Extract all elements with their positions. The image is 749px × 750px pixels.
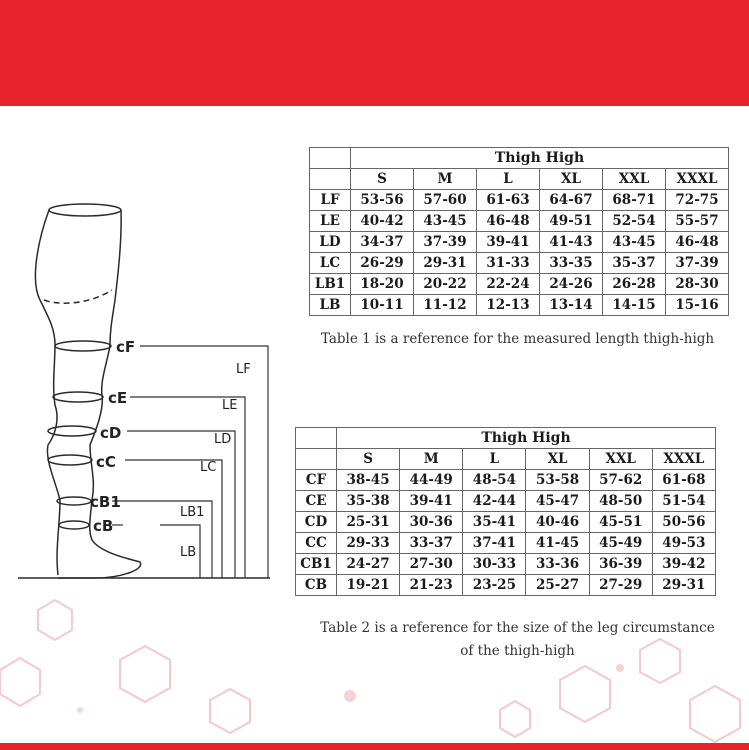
label-cB: cB: [93, 517, 114, 535]
table-cell: 29-31: [652, 575, 715, 596]
table-cell: 37-39: [666, 253, 729, 274]
table2-caption-line2: of the thigh-high: [460, 643, 575, 659]
table-cell: 49-51: [540, 211, 603, 232]
table-cell: 61-68: [652, 470, 715, 491]
table-title: Thigh High: [351, 148, 729, 169]
table-cell: 39-42: [652, 554, 715, 575]
label-cF: cF: [116, 338, 136, 356]
table-cell: 48-54: [463, 470, 526, 491]
table-cell: 27-30: [400, 554, 463, 575]
header-cell: XXL: [589, 449, 652, 470]
row-label: LB1: [310, 274, 351, 295]
row-label: LB: [310, 295, 351, 316]
table-cell: 57-62: [589, 470, 652, 491]
table2-caption-line1: Table 2 is a reference for the size of the leg circumstance: [320, 620, 715, 636]
table-cell: 51-54: [652, 491, 715, 512]
header-cell: XXXL: [666, 169, 729, 190]
table-cell: 36-39: [589, 554, 652, 575]
table-cell: 29-33: [337, 533, 400, 554]
label-cC: cC: [96, 453, 116, 471]
table-cell: 42-44: [463, 491, 526, 512]
table-cell: 45-51: [589, 512, 652, 533]
table-cell: 20-22: [414, 274, 477, 295]
table-row: [310, 253, 729, 274]
table-cell: 23-25: [463, 575, 526, 596]
table-row: [296, 491, 716, 512]
table-cell: 45-49: [589, 533, 652, 554]
row-label: LD: [310, 232, 351, 253]
header-cell: [310, 169, 351, 190]
label-LD: LD: [214, 432, 232, 447]
label-cD: cD: [100, 424, 122, 442]
header-cell: [296, 449, 337, 470]
table-cell: 31-33: [477, 253, 540, 274]
label-cE: cE: [108, 389, 128, 407]
table-header-row: [296, 449, 716, 470]
table-cell: 68-71: [603, 190, 666, 211]
table-cell: 28-30: [666, 274, 729, 295]
table-row: [296, 470, 716, 491]
table-row: [296, 533, 716, 554]
table-cell: 41-43: [540, 232, 603, 253]
bottom-band: [0, 743, 749, 750]
table-cell: 40-46: [526, 512, 589, 533]
table-row: [296, 575, 716, 596]
table-cell: 37-41: [463, 533, 526, 554]
table-cell: 13-14: [540, 295, 603, 316]
table-cell: 25-31: [337, 512, 400, 533]
header-cell: S: [351, 169, 414, 190]
table-cell: 33-35: [540, 253, 603, 274]
circumference-size-table: [295, 427, 716, 596]
table-cell: 18-20: [351, 274, 414, 295]
row-label: CF: [296, 470, 337, 491]
table-corner: [296, 428, 337, 449]
table-cell: 30-36: [400, 512, 463, 533]
table-cell: 48-50: [589, 491, 652, 512]
table-cell: 33-37: [400, 533, 463, 554]
table-cell: 55-57: [666, 211, 729, 232]
table-header-row: [310, 169, 729, 190]
table-cell: 39-41: [477, 232, 540, 253]
table-cell: 53-58: [526, 470, 589, 491]
label-LB: LB: [180, 545, 197, 560]
table-cell: 43-45: [603, 232, 666, 253]
label-LC: LC: [200, 460, 217, 475]
table-cell: 26-29: [351, 253, 414, 274]
header-cell: M: [400, 449, 463, 470]
table-cell: 24-26: [540, 274, 603, 295]
row-label: CB: [296, 575, 337, 596]
header-cell: XXL: [603, 169, 666, 190]
header-cell: S: [337, 449, 400, 470]
table-cell: 25-27: [526, 575, 589, 596]
table-cell: 41-45: [526, 533, 589, 554]
table-cell: 39-41: [400, 491, 463, 512]
row-label: CE: [296, 491, 337, 512]
table-cell: 29-31: [414, 253, 477, 274]
table-row: [310, 295, 729, 316]
table-row: [296, 554, 716, 575]
header-cell: L: [477, 169, 540, 190]
table-cell: 43-45: [414, 211, 477, 232]
leg-diagram: [0, 180, 300, 590]
row-label: LE: [310, 211, 351, 232]
table-row: [310, 190, 729, 211]
label-cB1: cB1: [90, 493, 121, 511]
table-cell: 64-67: [540, 190, 603, 211]
label-LB1: LB1: [180, 505, 205, 520]
table-row: [296, 512, 716, 533]
table-cell: 21-23: [400, 575, 463, 596]
table-cell: 50-56: [652, 512, 715, 533]
table-cell: 14-15: [603, 295, 666, 316]
table-cell: 52-54: [603, 211, 666, 232]
header-cell: XXXL: [652, 449, 715, 470]
table-cell: 38-45: [337, 470, 400, 491]
table-cell: 37-39: [414, 232, 477, 253]
table-cell: 10-11: [351, 295, 414, 316]
table-cell: 35-37: [603, 253, 666, 274]
table1-caption: Table 1 is a reference for the measured length thigh-high: [320, 331, 715, 347]
header-cell: L: [463, 449, 526, 470]
header-cell: M: [414, 169, 477, 190]
table-row: [310, 232, 729, 253]
table-cell: 34-37: [351, 232, 414, 253]
header-cell: XL: [540, 169, 603, 190]
table-row: [310, 274, 729, 295]
table-cell: 40-42: [351, 211, 414, 232]
table-cell: 24-27: [337, 554, 400, 575]
top-banner: [0, 0, 749, 106]
table-cell: 15-16: [666, 295, 729, 316]
table-cell: 12-13: [477, 295, 540, 316]
table-cell: 53-56: [351, 190, 414, 211]
table-corner: [310, 148, 351, 169]
table-title: Thigh High: [337, 428, 716, 449]
table2-caption: [300, 617, 735, 663]
length-size-table: [309, 147, 729, 316]
table-cell: 45-47: [526, 491, 589, 512]
table-cell: 49-53: [652, 533, 715, 554]
table-cell: 11-12: [414, 295, 477, 316]
table-cell: 30-33: [463, 554, 526, 575]
row-label: CD: [296, 512, 337, 533]
table-cell: 72-75: [666, 190, 729, 211]
table-cell: 26-28: [603, 274, 666, 295]
table-cell: 61-63: [477, 190, 540, 211]
row-label: LC: [310, 253, 351, 274]
table-cell: 46-48: [666, 232, 729, 253]
table-row: [310, 211, 729, 232]
table-cell: 19-21: [337, 575, 400, 596]
table-cell: 35-38: [337, 491, 400, 512]
header-cell: XL: [526, 449, 589, 470]
label-LE: LE: [222, 398, 238, 413]
table-cell: 46-48: [477, 211, 540, 232]
row-label: CC: [296, 533, 337, 554]
table-cell: 27-29: [589, 575, 652, 596]
table-cell: 35-41: [463, 512, 526, 533]
table-cell: 44-49: [400, 470, 463, 491]
row-label: LF: [310, 190, 351, 211]
table-cell: 57-60: [414, 190, 477, 211]
table-cell: 22-24: [477, 274, 540, 295]
row-label: CB1: [296, 554, 337, 575]
table-cell: 33-36: [526, 554, 589, 575]
label-LF: LF: [236, 362, 251, 377]
